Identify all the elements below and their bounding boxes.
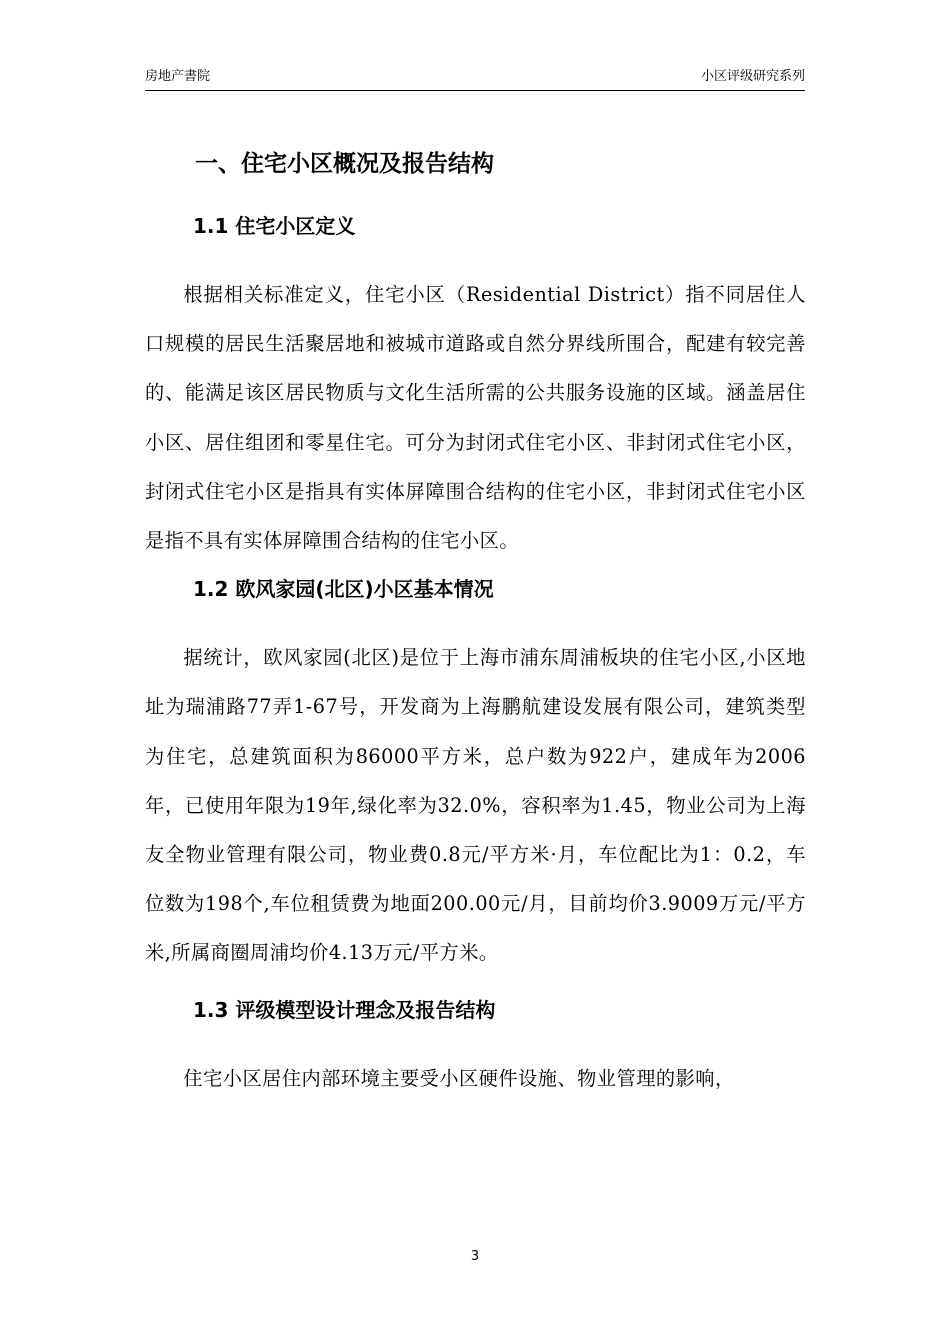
page-number: 3 xyxy=(470,1249,480,1264)
header-series: 小区评级研究系列 xyxy=(700,69,805,84)
paragraph-model-design: 住宅小区居住内部环境主要受小区硬件设施、物业管理的影响， xyxy=(183,1066,735,1090)
paragraph-definition: 根据相关标准定义，住宅小区（Residential District）指不同居住人口规模的居民生活聚居地和被城市道路或自然分界线所围合，配建有较完善的、能满足该区居民物质与文化生活所需的公共服务设施的区域。涵盖居住小区、居住组团和零星住宅。可分为封闭式住宅小区、非封闭式住宅小区，封闭式住宅小区是指具有实体屏障围合结构的住宅小区，非封闭式住宅小区是指不具有实体屏障围合结构的住宅小区。 xyxy=(145,283,806,553)
subsection-title-model-design: 1.3 评级模型设计理念及报告结构 xyxy=(193,997,496,1022)
subsection-title-definition: 1.1 住宅小区定义 xyxy=(193,214,356,238)
header-publisher: 房地产書院 xyxy=(145,69,211,84)
document-body xyxy=(145,146,806,1103)
paragraph-basic-info: 据统计，欧风家园(北区)是位于上海市浦东周浦板块的住宅小区,小区地址为瑞浦路77弄1-67号，开发商为上海鹏航建设发展有限公司，建筑类型为住宅，总建筑面积为86000平方米，总户数为922户，建成年为2006年，已使用年限为19年,绿化率为32.0%，容积率为1.45，物业公司为上海友全物业管理有限公司，物业费0.8元/平方米·月，车位配比为1：0.2，车位数为198个,车位租赁费为地面200.00元/月，目前均价3.9009万元/平方米,所属商圈周浦均价4.13万元/平方米。 xyxy=(145,646,806,965)
page-header xyxy=(145,68,805,91)
section-title: 一、住宅小区概况及报告结构 xyxy=(195,151,494,177)
subsection-title-basic-info: 1.2 欧风家园(北区)小区基本情况 xyxy=(193,577,494,602)
